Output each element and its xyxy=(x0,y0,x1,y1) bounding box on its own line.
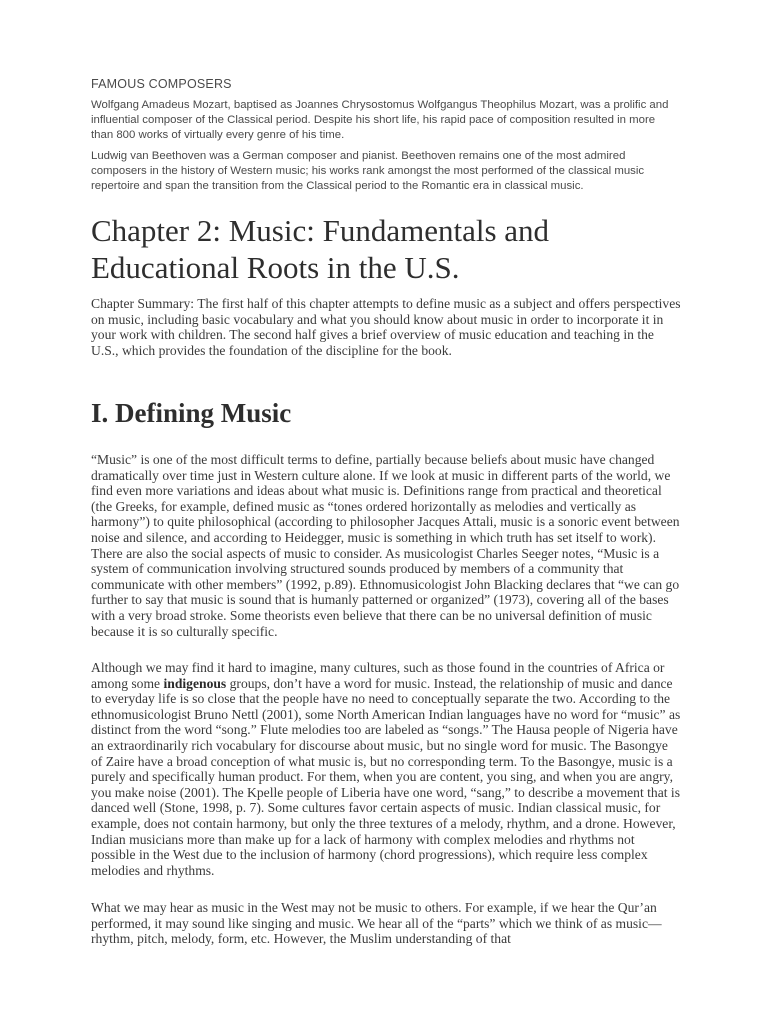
paragraph-text: Although we may find it hard to imagine, many cultures, such as those found in the countries of Africa or among some xyxy=(91,660,665,691)
chapter-summary: Chapter Summary: The first half of this chapter attempts to define music as a subject and offers perspectives on music, including basic vocabulary and what you should know about music in order to incorporate it in your work with children. The second half gives a brief overview of music education and teaching in the U.S., which provides the foundation of the discipline for the book. xyxy=(91,296,681,358)
body-paragraph xyxy=(91,660,681,878)
body-paragraph: “Music” is one of the most difficult terms to define, partially because beliefs about music have changed dramatically over time just in Western culture alone. If we look at music in different parts of the world, we find even more variations and ideas about what music is. Definitions range from practical and theoretical (the Greeks, for example, defined music as “tones ordered horizontally as melodies and vertically as harmony”) to quite philosophical (according to philosopher Jacques Attali, music is a sonoric event between noise and silence, and according to Heidegger, music is something in which truth has set itself to work). There are also the social aspects of music to consider. As musicologist Charles Seeger notes, “Music is a system of communication involving structured sounds produced by members of a community that communicate with other members” (1992, p.89). Ethnomusicologist John Blacking declares that “we can go further to say that music is sound that is humanly patterned or organized” (1973), covering all of the bases with a very broad stroke. Some theorists even believe that there can be no universal definition of music because it is so culturally specific. xyxy=(91,452,680,639)
paragraph-text: groups, don’t have a word for music. Instead, the relationship of music and dance to everyday life is so close that the people have no need to conceptually separate the two. According to the ethnomusicologist Bruno Nettl (2001), some North American Indian languages have no word for “music” as distinct from the word “song.” Flute melodies too are labeled as “songs.” The Hausa people of Nigeria have an extraordinarily rich vocabulary for discourse about music, but no single word for music. The Basongye of Zaire have a broad conception of what music is, but no corresponding term. To the Basongye, music is a purely and specifically human product. For them, when you are content, you sing, and when you are angry, you make noise (2001). The Kpelle people of Liberia have one word, “sang,” to describe a movement that is danced well (Stone, 1998, p. 7). Some cultures favor certain aspects of music. Indian classical music, for example, does not contain harmony, but only the three textures of a melody, rhythm, and a drone. However, Indian musicians more than make up for a lack of harmony with complex melodies and rhythms not possible in the West due to the inclusion of harmony (chord progressions), which require less complex melodies and rhythms. xyxy=(91,675,681,878)
body-paragraph: What we may hear as music in the West may not be music to others. For example, if we hear the Qur’an performed, it may sound like singing and music. We hear all of the “parts” which we think of as music—rhythm, pitch, melody, form, etc. However, the Muslim understanding of that xyxy=(91,900,662,947)
chapter-title: Chapter 2: Music: Fundamentals and Educational Roots in the U.S. xyxy=(91,213,550,285)
mozart-paragraph: Wolfgang Amadeus Mozart, baptised as Joannes Chrysostomus Wolfgangus Theophilus Mozart, was a prolific and influential composer of the Classical period. Despite his short life, his rapid pace of composition resulted in more than 800 works of virtually every genre of his time. xyxy=(91,99,669,141)
famous-composers-heading: FAMOUS COMPOSERS xyxy=(91,77,232,91)
bold-term: indigenous xyxy=(163,675,227,691)
section-title: I. Defining Music xyxy=(91,398,292,428)
beethoven-paragraph: Ludwig van Beethoven was a German composer and pianist. Beethoven remains one of the most admired composers in the history of Western music; his works rank amongst the most performed of the classical music repertoire and span the transition from the Classical period to the Romantic era in classical music. xyxy=(91,150,645,192)
